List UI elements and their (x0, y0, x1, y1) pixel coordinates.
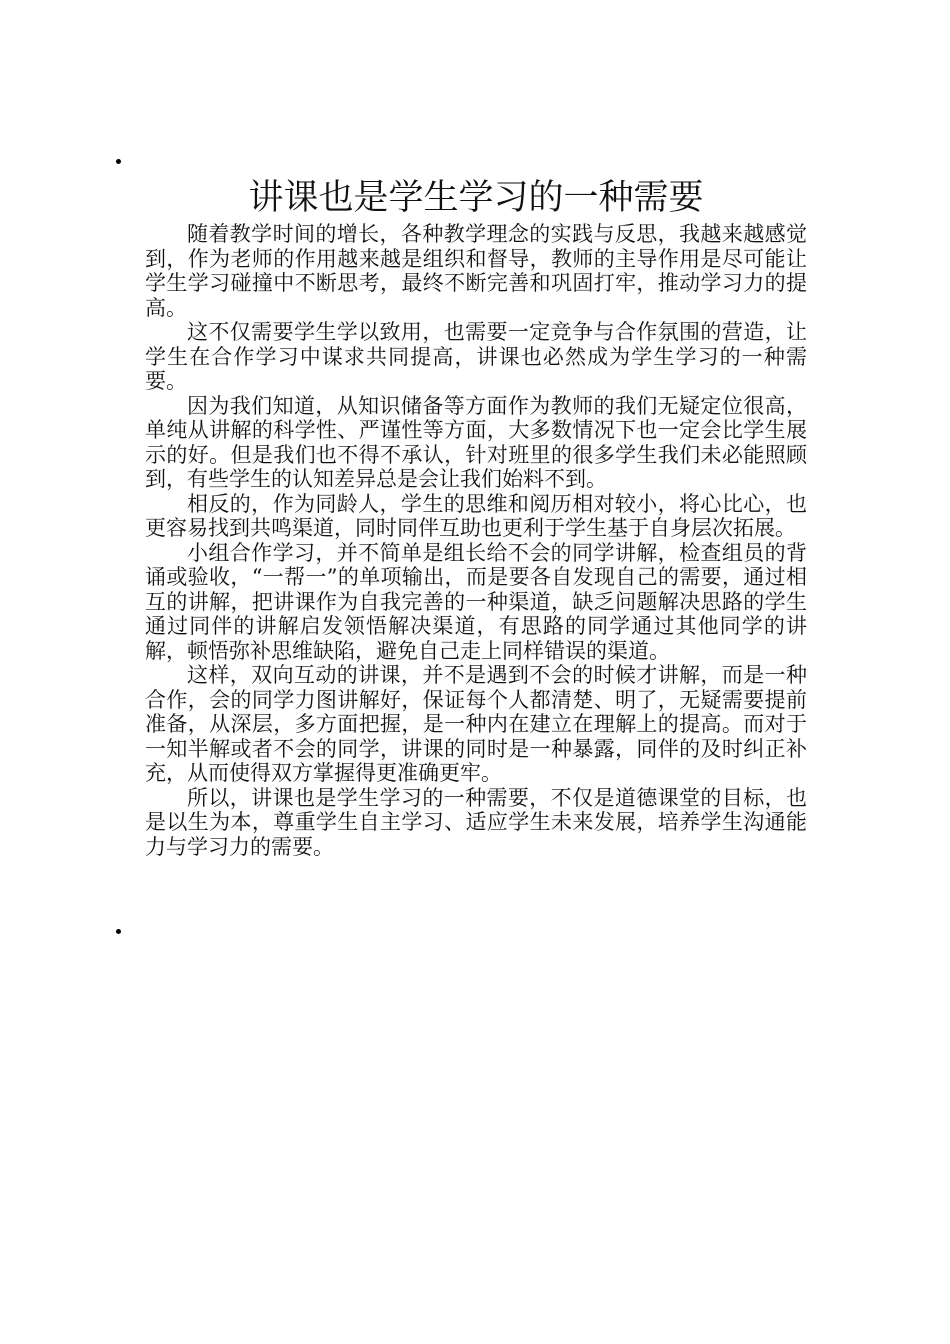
paragraph-4: 相反的，作为同龄人，学生的思维和阅历相对较小，将心比心，也更容易找到共鸣渠道，同时同伴互助也更利于学生基于自身层次拓展。 (145, 491, 807, 540)
paragraph-2: 这不仅需要学生学以致用，也需要一定竞争与合作氛围的营造，让学生在合作学习中谋求共同提高，讲课也必然成为学生学习的一种需要。 (145, 320, 807, 393)
paragraph-7: 所以，讲课也是学生学习的一种需要，不仅是道德课堂的目标，也是以生为本，尊重学生自主学习、适应学生未来发展，培养学生沟通能力与学习力的需要。 (145, 785, 807, 859)
list-bullet-bottom (116, 929, 121, 934)
paragraph-6: 这样，双向互动的讲课，并不是遇到不会的时候才讲解，而是一种合作，会的同学力图讲解好，保证每个人都清楚、明了，无疑需要提前准备，从深层，多方面把握，是一种内在建立在理解上的提高。而对于一知半解或者不会的同学，讲课的同时是一种暴露，同伴的及时纠正补充，从而使得双方掌握得更准确更牢。 (145, 663, 807, 785)
document-title: 讲课也是学生学习的一种需要 (248, 178, 704, 218)
document-body (145, 174, 807, 859)
paragraph-1: 随着教学时间的增长，各种教学理念的实践与反思，我越来越感觉到，作为老师的作用越来越是组织和督导，教师的主导作用是尽可能让学生学习碰撞中不断思考，最终不断完善和巩固打牢，推动学习力的提高。 (145, 222, 807, 320)
paragraph-5: 小组合作学习，并不简单是组长给不会的同学讲解，检查组员的背诵或验收，“一帮一”的单项输出，而是要各自发现自己的需要，通过相互的讲解，把讲课作为自我完善的一种渠道，缺乏问题解决思路的学生通过同伴的讲解启发领悟解决渠道，有思路的同学通过其他同学的讲解，顿悟弥补思维缺陷，避免自己走上同样错误的渠道。 (145, 540, 807, 663)
paragraph-3: 因为我们知道，从知识储备等方面作为教师的我们无疑定位很高，单纯从讲解的科学性、严谨性等方面，大多数情况下也一定会比学生展示的好。但是我们也不得不承认，针对班里的很多学生我们未必能照顾到，有些学生的认知差异总是会让我们始料不到。 (145, 393, 807, 491)
list-bullet-top (116, 159, 121, 164)
